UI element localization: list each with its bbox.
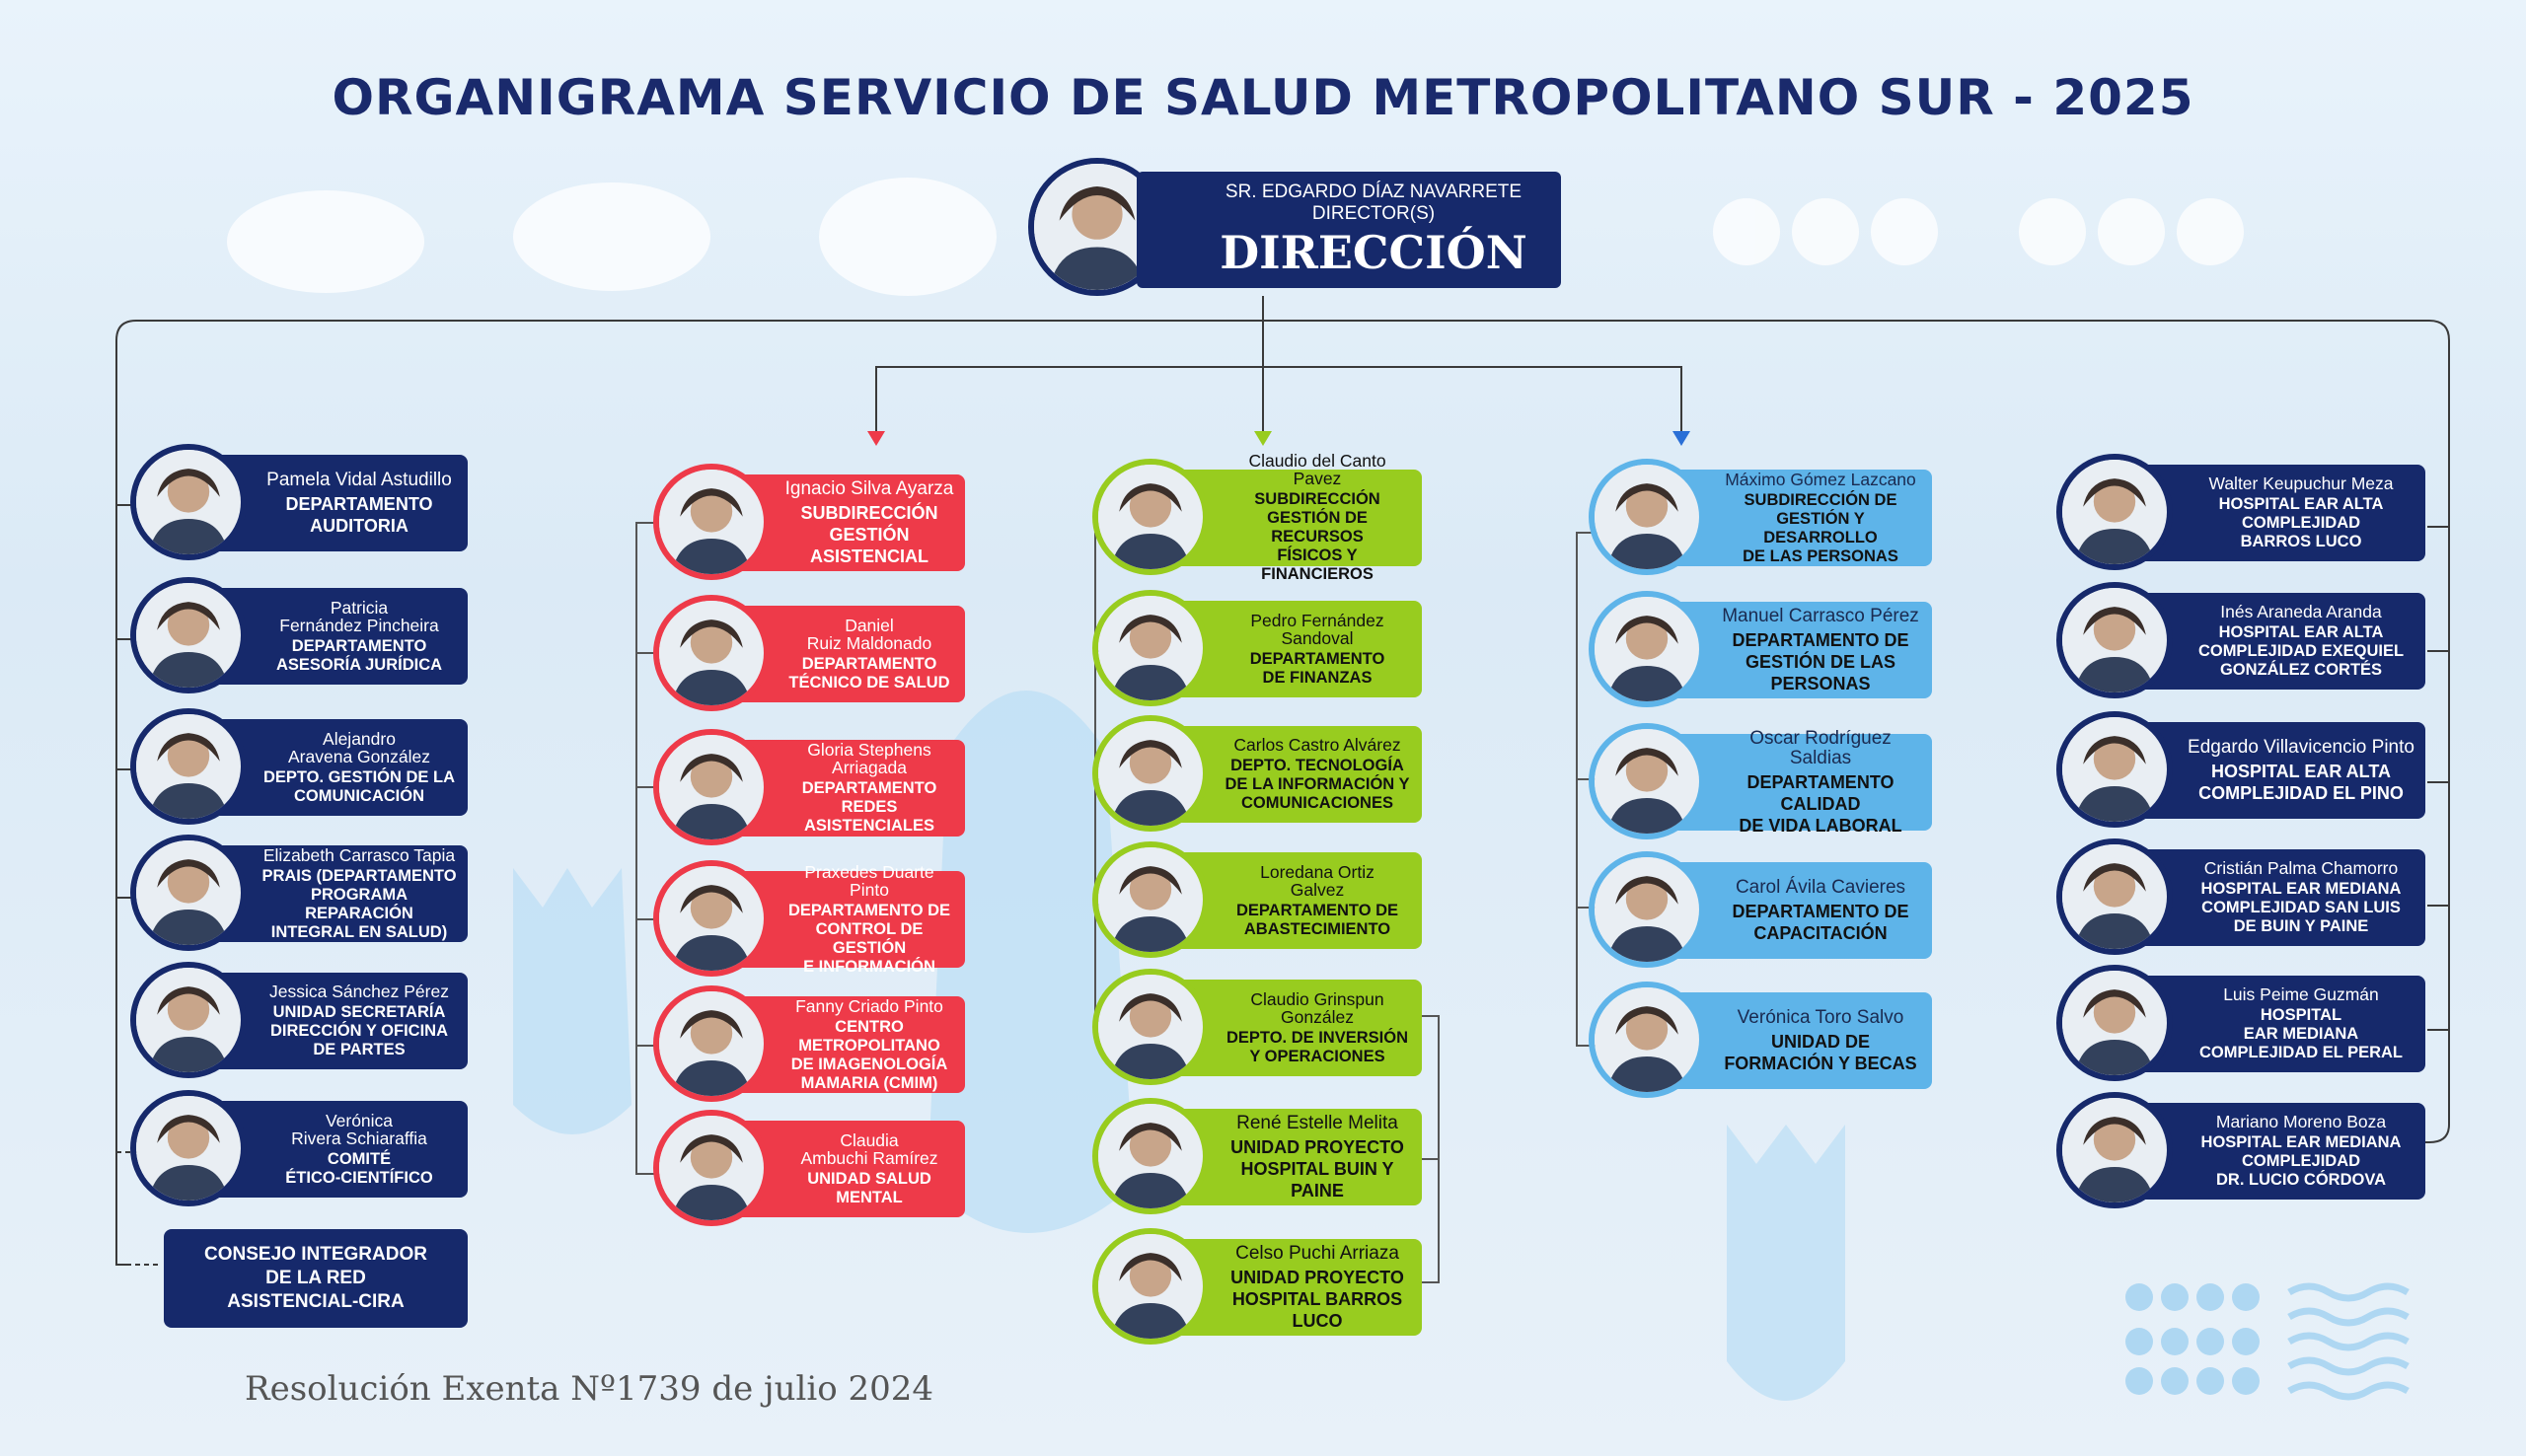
person-name: Claudia Ambuchi Ramírez [800,1129,938,1168]
avatar [130,1090,247,1206]
green-card [1090,846,1422,955]
unit-role: DEPARTAMENTO REDES ASISTENCIALES [801,779,937,835]
red-card [651,734,965,842]
person-name: Verónica Toro Salvo [1737,1006,1904,1028]
right-card [2054,459,2425,567]
person-icon [1595,729,1699,834]
person-name: Celso Puchi Arriaza [1235,1242,1399,1264]
person-icon [1595,465,1699,569]
cira-label: CONSEJO INTEGRADOR DE LA RED ASISTENCIAL-CIRA [204,1244,427,1312]
person-icon [1098,847,1203,952]
avatar [130,577,247,693]
person-name: René Estelle Melita [1236,1112,1398,1133]
person-name: Claudio del Canto Pavez [1248,451,1386,488]
unit-role: SUBDIRECCIÓN GESTIÓN DE RECURSOS FÍSICOS Y FINANCIEROS [1254,490,1380,583]
red-card [651,469,965,577]
unit-role: SUBDIRECCIÓN GESTIÓN ASISTENCIAL [800,502,938,566]
person-icon [136,450,241,554]
avatar [653,985,770,1102]
red-card [651,990,965,1099]
unit-role: DEPARTAMENTO DE ABASTECIMIENTO [1235,901,1399,938]
unit-role: DEPTO. DE INVERSIÓN Y OPERACIONES [1226,1028,1408,1065]
person-name: Loredana Ortiz Galvez [1260,861,1374,900]
person-name: Jessica Sánchez Pérez [269,982,449,1001]
person-icon [2062,460,2167,564]
person-icon [2062,844,2167,949]
green-card [1090,720,1422,829]
unit-role: UNIDAD PROYECTO HOSPITAL BUIN Y PAINE [1230,1136,1404,1201]
red-card [651,600,965,708]
avatar [1589,723,1705,839]
person-name: Fanny Criado Pinto [795,995,943,1016]
avatar [1092,841,1209,958]
unit-role: UNIDAD SALUD MENTAL [807,1169,931,1206]
unit-role: DEPTO. TECNOLOGÍA DE LA INFORMACIÓN Y COMUNICACIONES [1225,757,1410,812]
person-icon [136,1096,241,1201]
person-name: Walter Keupuchur Meza [2208,473,2394,493]
person-name: Verónica Rivera Schiaraffia [291,1110,427,1148]
unit-role: DEPARTAMENTO DE FINANZAS [1249,649,1385,687]
avatar [1589,851,1705,968]
unit-role: DEPARTAMENTO TÉCNICO DE SALUD [788,654,950,692]
right-card [2054,843,2425,952]
unit-role: DEPARTAMENTO AUDITORIA [285,493,433,536]
avatar [2056,454,2173,570]
avatar [2056,965,2173,1081]
unit-role: HOSPITAL EAR MEDIANA COMPLEJIDAD EL PERAL [2199,1006,2403,1061]
unit-role: HOSPITAL EAR MEDIANA COMPLEJIDAD SAN LUIS DE BUIN Y PAINE [2200,880,2402,935]
person-name: Daniel Ruiz Maldonado [806,615,932,653]
right-card [2054,587,2425,695]
avatar [2056,582,2173,698]
avatar [2056,1092,2173,1208]
person-name: Oscar Rodríguez Saldias [1749,727,1892,768]
person-name: Carol Ávila Cavieres [1735,876,1906,898]
right-card [2054,970,2425,1078]
avatar [1092,1098,1209,1214]
avatar [1589,591,1705,707]
right-card [2054,1097,2425,1205]
left-card [128,967,468,1075]
person-icon [136,840,241,945]
person-name: Luis Peime Guzmán [2223,984,2379,1004]
unit-role: UNIDAD SECRETARÍA DIRECCIÓN Y OFICINA DE PARTES [270,1003,448,1058]
blue-card [1587,464,1932,572]
avatar [653,860,770,977]
person-icon [1098,975,1203,1079]
person-name: Praxedes Duarte Pinto [804,861,934,900]
person-name: Ignacio Silva Ayarza [784,477,954,499]
person-name: Patricia Fernández Pincheira [279,597,439,635]
person-icon [659,866,764,971]
unit-role: HOSPITAL EAR ALTA COMPLEJIDAD EXEQUIEL GONZÁLEZ CORTÉS [2197,623,2405,679]
red-card [651,861,965,976]
avatar [130,962,247,1078]
person-icon [1595,857,1699,962]
person-name: Inés Araneda Aranda [2220,602,2382,621]
avatar [1092,1228,1209,1345]
person-icon [659,735,764,839]
left-card [128,449,468,557]
unit-role: DEPTO. GESTIÓN DE LA COMUNICACIÓN [262,767,456,805]
person-name: Gloria Stephens Arriagada [807,740,931,777]
person-icon [659,601,764,705]
person-icon [2062,971,2167,1075]
page-title: ORGANIGRAMA SERVICIO DE SALUD METROPOLITANO SUR - 2025 [332,69,2194,126]
person-name: Pamela Vidal Astudillo [266,469,452,490]
green-card [1090,1233,1422,1342]
unit-role: DEPARTAMENTO CALIDAD DE VIDA LABORAL [1739,771,1902,836]
cira-council-box [164,1229,468,1328]
unit-role: HOSPITAL EAR MEDIANA COMPLEJIDAD DR. LUCIO CÓRDOVA [2200,1133,2402,1189]
blue-card [1587,728,1932,837]
avatar [653,595,770,711]
green-card [1090,451,1422,583]
person-name: Máximo Gómez Lazcano [1725,469,1916,489]
person-name: Edgardo Villavicencio Pinto [2188,736,2415,758]
person-icon [136,583,241,688]
person-name: Claudio Grinspun González [1250,988,1384,1027]
person-icon [659,991,764,1096]
avatar [1092,590,1209,706]
green-card [1090,1103,1422,1211]
avatar [130,444,247,560]
avatar [653,729,770,845]
unit-role: DEPARTAMENTO DE GESTIÓN DE LAS PERSONAS [1732,629,1909,693]
unit-role: CENTRO METROPOLITANO DE IMAGENOLOGÍA MAMARIA (CMIM) [790,1017,948,1092]
avatar [1092,715,1209,832]
unit-role: DEPARTAMENTO DE CAPACITACIÓN [1732,901,1909,943]
person-icon [1595,987,1699,1092]
person-icon [2062,1098,2167,1202]
left-card [128,839,468,948]
left-card [128,713,468,822]
left-card [128,1095,468,1203]
avatar [1092,459,1209,575]
blue-card [1587,856,1932,965]
person-name: Pedro Fernández Sandoval [1250,610,1384,648]
unit-role: DEPARTAMENTO DE CONTROL DE GESTIÓN E INFORMACIÓN [787,901,951,976]
person-icon [1595,597,1699,701]
person-icon [2062,588,2167,692]
avatar [130,708,247,825]
person-icon [2062,717,2167,822]
person-name: Mariano Moreno Boza [2215,1112,2387,1131]
avatar [653,464,770,580]
blue-card [1587,986,1932,1095]
person-icon [659,470,764,574]
person-icon [136,968,241,1072]
person-icon [1098,1234,1203,1339]
left-card [128,582,468,691]
resolution-footer: Resolución Exenta Nº1739 de julio 2024 [245,1369,934,1409]
avatar [2056,711,2173,828]
director-card [1028,158,1561,296]
director-unit: DIRECCIÓN [1220,226,1527,279]
avatar [2056,838,2173,955]
person-icon [1098,1104,1203,1208]
avatar [1589,459,1705,575]
person-icon [1098,721,1203,826]
avatar [130,835,247,951]
director-name: SR. EDGARDO DÍAZ NAVARRETE [1225,182,1523,202]
person-name: Manuel Carrasco Pérez [1722,605,1919,626]
unit-role: HOSPITAL EAR ALTA COMPLEJIDAD BARROS LUCO [2218,495,2384,550]
person-icon [1098,596,1203,700]
unit-role: PRAIS (DEPARTAMENTO PROGRAMA REPARACIÓN INTEGRAL EN SALUD) [261,866,457,941]
unit-role: DEPARTAMENTO ASESORÍA JURÍDICA [275,636,443,674]
person-icon [659,1116,764,1220]
unit-role: UNIDAD DE FORMACIÓN Y BECAS [1724,1031,1917,1073]
unit-role: COMITÉ ÉTICO-CIENTÍFICO [285,1149,433,1187]
person-name: Carlos Castro Alvárez [1233,735,1401,755]
red-card [651,1115,965,1223]
person-icon [1098,465,1203,569]
unit-role: HOSPITAL EAR ALTA COMPLEJIDAD EL PINO [2198,761,2404,803]
green-card [1090,974,1422,1082]
director-role: DIRECTOR(S) [1311,203,1436,224]
avatar [653,1110,770,1226]
unit-role: SUBDIRECCIÓN DE GESTIÓN Y DESARROLLO DE LAS PERSONAS [1743,490,1898,565]
avatar [1092,969,1209,1085]
green-card [1090,595,1422,703]
unit-role: UNIDAD PROYECTO HOSPITAL BARROS LUCO [1230,1267,1404,1331]
blue-card [1587,596,1932,704]
person-name: Cristián Palma Chamorro [2203,858,2399,878]
person-icon [136,714,241,819]
person-name: Elizabeth Carrasco Tapia [262,844,456,865]
person-name: Alejandro Aravena González [288,728,430,766]
avatar [1589,982,1705,1098]
right-card [2054,716,2425,825]
